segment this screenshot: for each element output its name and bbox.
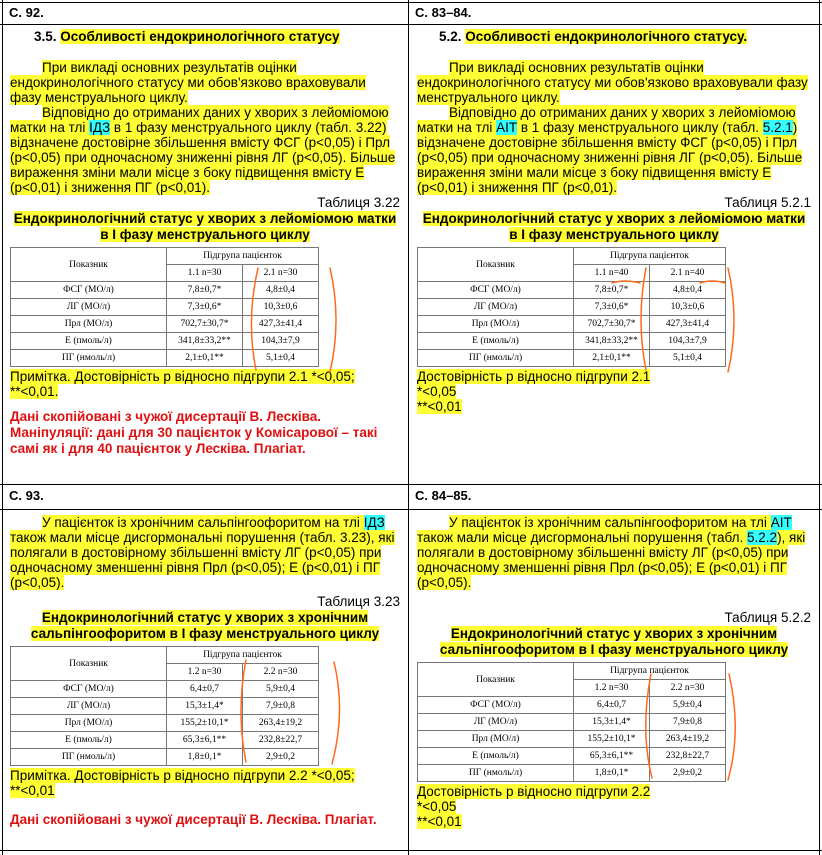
table-title: Ендокринологічний статус у хворих з хронічним сальпінгоофоритом в І фазу менструального циклу <box>30 610 380 641</box>
table-row: Е (пмоль/л) 65,3±6,1** 232,8±22,7 <box>418 748 726 765</box>
header-group: Підгрупа пацієнток <box>574 248 726 265</box>
cell-top-left <box>10 28 400 457</box>
grid-line <box>408 0 409 855</box>
table-row: ЛГ (МО/л) 15,3±1,4* 7,9±0,8 <box>418 714 726 731</box>
table-note: Достовірність р відносно підгрупи 2.1 *<0,05 **<0,01 <box>417 369 651 414</box>
table-caption: Таблиця 5.2.2 <box>724 610 811 625</box>
grid-line <box>0 509 822 510</box>
header-group: Підгрупа пацієнток <box>167 647 319 664</box>
grid-line <box>819 0 820 855</box>
table-row: ЛГ (МО/л) 15,3±1,4* 7,9±0,8 <box>11 698 319 715</box>
data-table <box>10 646 319 766</box>
paragraph: У пацієнток із хронічним сальпінгоофоритом на тлі ІДЗ також мали місце дисгормональні порушення (табл. 3.23), які полягали в достовірному збільшенні вмісту ЛГ (р<0,05) при одночасному зменшенні рівня Прл (р<0,05); Е (р<0,01) і ПГ (р<0,05). <box>10 515 395 590</box>
header-sub1: 1.1 n=40 <box>574 265 650 282</box>
paragraph: Відповідно до отриманих даних у хворих з лейоміомою матки на тлі ІДЗ в 1 фазу менструального циклу (табл. 3.22) відзначене достовірне збільшення вмісту ФСГ (р<0,05) і Прл (р<0,05) при одночасному зниженні рівня ЛГ (р<0,05). Більше вираження зміни мали місце з боку підвищення вмісту Е (р<0,01) і зниження ПГ (р<0,01). <box>10 105 396 195</box>
paragraph: У пацієнток із хронічним сальпінгоофоритом на тлі АІТ також мали місце дисгормональні порушення (табл. 5.2.2), які полягали в достовірному збільшенні вмісту ЛГ (р<0,05) при одночасному зменшенні рівня Прл (р<0,05); Е (р<0,01) і ПГ (р<0,05). <box>417 515 806 590</box>
table-row: ПГ (нмоль/л) 1,8±0,1* 2,9±0,2 <box>11 749 319 766</box>
table-row: Прл (МО/л) 155,2±10,1* 263,4±19,2 <box>11 715 319 732</box>
section-heading: 5.2. Особливості ендокринологічного статусу. <box>439 29 748 44</box>
table-title: Ендокринологічний статус у хворих з лейоміомою матки в І фазу менструального циклу <box>13 211 397 242</box>
table-row: ПГ (нмоль/л) 1,8±0,1* 2,9±0,2 <box>418 765 726 782</box>
table-row: Е (пмоль/л) 341,8±33,2** 104,3±7,9 <box>11 333 319 350</box>
table-row: ФСГ (МО/л) 6,4±0,7 5,9±0,4 <box>418 697 726 714</box>
paragraph: При викладі основних результатів оцінки ендокринологічного статусу ми обов'язково враховували фазу менструального циклу. <box>10 60 366 105</box>
table-row: ПГ (нмоль/л) 2,1±0,1** 5,1±0,4 <box>418 350 726 367</box>
header-indicator: Показник <box>11 647 167 681</box>
table-row: Прл (МО/л) 702,7±30,7* 427,3±41,4 <box>418 316 726 333</box>
page-ref-bl: С. 93. <box>9 488 44 503</box>
table-title: Ендокринологічний статус у хворих з хронічним сальпінгоофоритом в І фазу менструального циклу <box>439 626 789 657</box>
header-indicator: Показник <box>418 663 574 697</box>
header-indicator: Показник <box>11 248 167 282</box>
table-row: ФСГ (МО/л) 7,8±0,7* 4,8±0,4 <box>418 282 726 299</box>
page-ref-br: С. 84–85. <box>415 488 472 503</box>
page-ref-tl: С. 92. <box>9 5 44 20</box>
table-note: Примітка. Достовірність р відносно підгрупи 2.1 *<0,05; **<0,01. <box>10 369 355 399</box>
paragraph: При викладі основних результатів оцінки ендокринологічного статусу ми обов'язково враховували фазу менструального циклу. <box>417 60 808 105</box>
cell-top-right <box>417 28 811 414</box>
grid-line <box>2 0 3 855</box>
data-table <box>417 247 726 367</box>
table-row: Е (пмоль/л) 65,3±6,1** 232,8±22,7 <box>11 732 319 749</box>
table-row: ФСГ (МО/л) 6,4±0,7 5,9±0,4 <box>11 681 319 698</box>
header-sub1: 1.2 n=30 <box>574 680 650 697</box>
header-sub1: 1.1 n=30 <box>167 265 243 282</box>
grid-line <box>0 850 822 851</box>
table-caption: Таблиця 3.23 <box>317 594 400 609</box>
table-title: Ендокринологічний статус у хворих з лейоміомою матки в І фазу менструального циклу <box>422 211 806 242</box>
plagiarism-comment: Дані скопійовані з чужої дисертації В. Лесківа. Плагіат. <box>10 812 377 827</box>
table-caption: Таблиця 3.22 <box>317 195 400 210</box>
header-sub2: 2.2 n=30 <box>650 680 726 697</box>
header-indicator: Показник <box>418 248 574 282</box>
header-sub2: 2.1 n=40 <box>650 265 726 282</box>
paragraph: Відповідно до отриманих даних у хворих з лейоміомою матки на тлі АІТ в 1 фазу менструального циклу (табл. 5.2.1) відзначене достовірне збільшення вмісту ФСГ (р<0,05) і Прл (р<0,05) при одночасному зниженні рівня ЛГ (р<0,05). Більше вираження зміни мали місце з боку підвищення вмісту Е (р<0,01) і зниження ПГ (р<0,01). <box>417 105 803 195</box>
data-table <box>417 662 726 782</box>
table-caption: Таблиця 5.2.1 <box>724 195 811 210</box>
table-row: Е (пмоль/л) 341,8±33,2** 104,3±7,9 <box>418 333 726 350</box>
table-note: Достовірність р відносно підгрупи 2.2 *<0,05 **<0,01 <box>417 784 651 829</box>
table-note: Примітка. Достовірність р відносно підгрупи 2.2 *<0,05; **<0,01 <box>10 768 355 798</box>
table-row: ЛГ (МО/л) 7,3±0,6* 10,3±0,6 <box>418 299 726 316</box>
cell-bottom-left <box>10 515 400 828</box>
grid-line <box>0 484 822 485</box>
data-table <box>10 247 319 367</box>
cell-bottom-right <box>417 515 811 829</box>
table-row: Прл (МО/л) 155,2±10,1* 263,4±19,2 <box>418 731 726 748</box>
table-row: ЛГ (МО/л) 7,3±0,6* 10,3±0,6 <box>11 299 319 316</box>
table-row: Прл (МО/л) 702,7±30,7* 427,3±41,4 <box>11 316 319 333</box>
header-group: Підгрупа пацієнток <box>574 663 726 680</box>
grid-line <box>0 24 822 25</box>
header-group: Підгрупа пацієнток <box>167 248 319 265</box>
page-ref-tr: С. 83–84. <box>415 5 472 20</box>
section-heading: 3.5. Особливості ендокринологічного статусу <box>34 29 340 44</box>
table-row: ПГ (нмоль/л) 2,1±0,1** 5,1±0,4 <box>11 350 319 367</box>
header-sub1: 1.2 n=30 <box>167 664 243 681</box>
plagiarism-comment: Дані скопійовані з чужої дисертації В. Лесківа. Маніпуляції: дані для 30 пацієнток у Комісарової – такі самі як і для 40 пацієнток у Лесківа. Плагіат. <box>10 409 378 456</box>
header-sub2: 2.1 n=30 <box>243 265 319 282</box>
table-row: ФСГ (МО/л) 7,8±0,7* 4,8±0,4 <box>11 282 319 299</box>
header-sub2: 2.2 n=30 <box>243 664 319 681</box>
